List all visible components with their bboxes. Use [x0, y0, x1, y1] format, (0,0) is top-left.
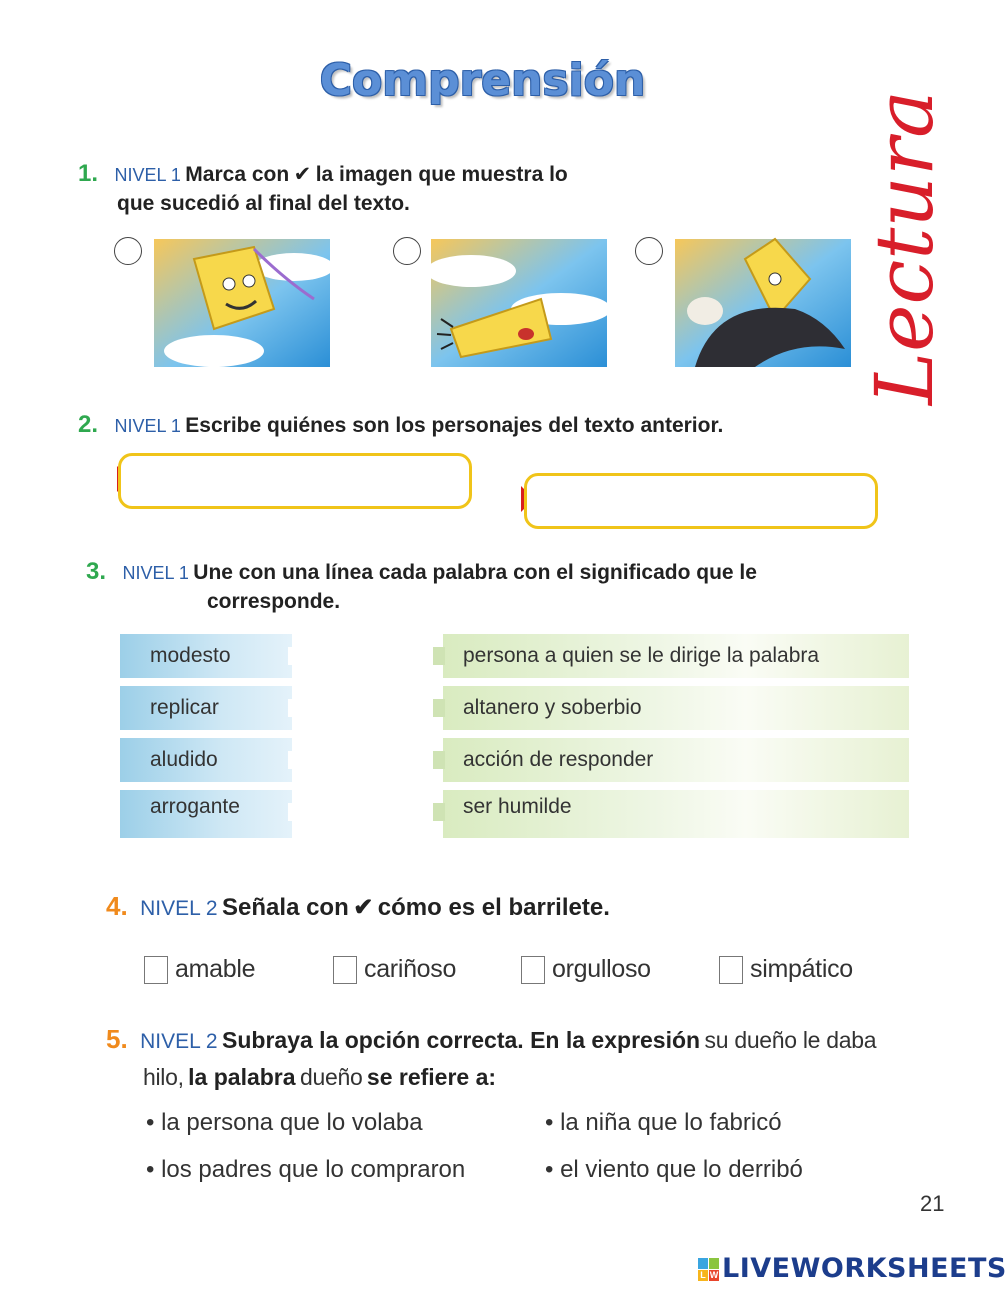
question-text: se refiere a: [366, 1064, 497, 1090]
option-radio-3[interactable] [635, 237, 663, 265]
option-item[interactable]: • el viento que lo derribó [545, 1156, 803, 1183]
question-number: 2. [78, 411, 99, 438]
option-label: orgulloso [552, 955, 651, 983]
question-2-header [78, 411, 723, 439]
question-number: 1. [78, 160, 99, 187]
option-label: el viento que lo derribó [560, 1156, 803, 1183]
option-label: la niña que lo fabricó [560, 1109, 782, 1136]
match-meaning[interactable] [443, 686, 909, 730]
question-text: Marca con [185, 163, 290, 186]
question-number: 4. [106, 891, 128, 921]
match-meaning-label: ser humilde [463, 795, 572, 818]
question-text: la palabra [188, 1064, 296, 1090]
question-text: su dueño le daba [704, 1027, 877, 1053]
question-text: cómo es el barrilete. [377, 894, 610, 921]
kite-image-2 [431, 239, 607, 367]
match-meaning[interactable] [443, 738, 909, 782]
question-text: Escribe quiénes son los personajes del texto anterior. [185, 414, 724, 437]
level-label: NIVEL 1 [114, 416, 181, 436]
option-checkbox-1[interactable] [144, 956, 168, 984]
match-meaning-label: acción de responder [463, 748, 654, 771]
question-number: 3. [86, 558, 107, 585]
question-text: la imagen que muestra lo [315, 163, 568, 186]
kite-image-3 [675, 239, 851, 367]
question-1-header [78, 160, 568, 188]
option-radio-1[interactable] [114, 237, 142, 265]
question-text: corresponde. [207, 590, 341, 613]
brand-name: LIVEWORKSHEETS [722, 1253, 1007, 1284]
option-checkbox-2[interactable] [333, 956, 357, 984]
question-text: Señala con [222, 894, 349, 921]
match-meaning[interactable] [443, 634, 909, 678]
level-label: NIVEL 1 [122, 563, 189, 583]
liveworksheets-logo-icon: L W [698, 1258, 720, 1282]
question-5-line2 [143, 1064, 496, 1091]
question-text: que sucedió al final del texto. [117, 192, 410, 215]
option-checkbox-3[interactable] [521, 956, 545, 984]
option-label: la persona que lo volaba [161, 1109, 423, 1136]
section-label-lectura [858, 90, 952, 410]
match-word[interactable] [120, 738, 292, 782]
question-4-header [106, 891, 610, 922]
match-word-label: arrogante [150, 795, 240, 818]
page-title: Comprensión [319, 55, 646, 106]
answer-input-1[interactable] [118, 453, 472, 509]
check-icon: ✔ [353, 894, 374, 921]
option-label: cariñoso [364, 955, 457, 983]
match-word-label: aludido [150, 748, 218, 771]
level-label: NIVEL 1 [114, 165, 181, 185]
option-label: amable [175, 955, 256, 983]
level-label: NIVEL 2 [140, 897, 218, 920]
option-radio-2[interactable] [393, 237, 421, 265]
kite-image-1 [154, 239, 330, 367]
option-item[interactable]: • los padres que lo compraron [146, 1156, 466, 1183]
option-checkbox-4[interactable] [719, 956, 743, 984]
question-text: dueño [300, 1064, 363, 1090]
question-text: hilo, [143, 1064, 184, 1090]
option-label: los padres que lo compraron [161, 1156, 466, 1183]
match-word-label: modesto [150, 644, 231, 667]
answer-input-2[interactable] [524, 473, 878, 529]
match-meaning[interactable] [443, 790, 909, 838]
question-3-header [86, 558, 757, 586]
match-meaning-label: altanero y soberbio [463, 696, 642, 719]
question-text: Subraya la opción correcta. En la expresión [222, 1027, 701, 1053]
question-5-header [106, 1024, 876, 1055]
level-label: NIVEL 2 [140, 1030, 218, 1053]
side-label-text: Lectura [858, 90, 951, 405]
option-item[interactable]: • la persona que lo volaba [146, 1109, 423, 1136]
option-item[interactable]: • la niña que lo fabricó [545, 1109, 782, 1136]
option-label: simpático [750, 955, 853, 983]
page-number: 21 [920, 1191, 945, 1216]
question-text: Une con una línea cada palabra con el significado que le [193, 561, 757, 584]
match-meaning-label: persona a quien se le dirige la palabra [463, 644, 820, 667]
match-word[interactable] [120, 686, 292, 730]
match-word[interactable] [120, 634, 292, 678]
check-icon: ✔ [293, 163, 312, 186]
question-number: 5. [106, 1024, 128, 1054]
match-word[interactable] [120, 790, 292, 838]
match-word-label: replicar [150, 696, 219, 719]
